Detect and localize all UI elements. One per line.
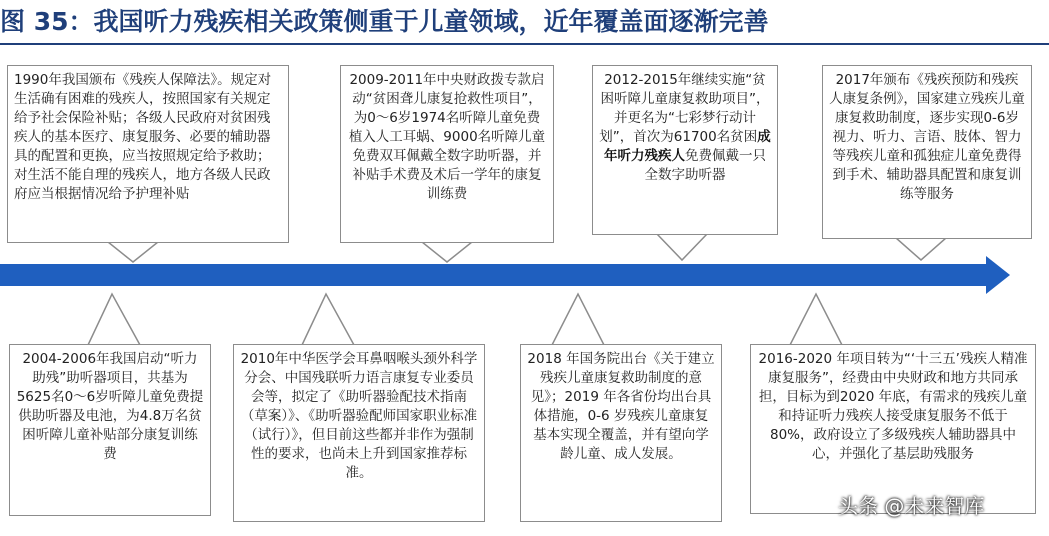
callout-pointer-top-2 [422, 242, 472, 262]
event-text: 2010年中华医学会耳鼻咽喉头颈外科学分会、中国残联听力语言康复专业委员会等，拟定了《助听器验配技术指南（草案）》、《助听器验配师国家职业标准（试行）》，但目前这些都并非作为强制性的要求，也尚未上升到国家推荐标准。 [240, 351, 478, 481]
event-text: 2012-2015年继续实施“贫困听障儿童康复救助项目”，并更名为“七彩梦行动计划”，首次为61700名贫困 [599, 72, 770, 145]
callout-pointer-bottom-1 [88, 294, 140, 345]
event-text: 免费佩戴一只全数字助听器 [644, 148, 766, 183]
event-box-2009 [340, 65, 554, 243]
event-text: 2018 年国务院出台《关于建立残疾儿童康复救助制度的意见》；2019 年各省份均出台具体措施，0-6 岁残疾儿童康复基本实现全覆盖，并有望向学龄儿童、成人发展。 [527, 351, 715, 462]
event-text: 2017年颁布《残疾预防和残疾人康复条例》，国家建立残疾儿童康复救助制度，逐步实现0-6岁视力、听力、言语、肢体、智力等残疾儿童和孤独症儿童免费得到手术、辅助器具配置和康复训练等服务 [829, 72, 1025, 202]
event-box-2018 [520, 344, 722, 522]
event-box-2004 [9, 344, 211, 516]
callout-pointer-bottom-4 [790, 294, 842, 345]
callout-pointer-top-1 [108, 242, 158, 262]
event-text: 2016-2020 年项目转为“‘十三五’残疾人精准康复服务”，经费由中央财政和地方共同承担，目标为到2020 年底，有需求的残疾儿童和持证听力残疾人接受康复服务不低于80%，政府设立了多级残疾人辅助器具中心，并强化了基层助残服务 [758, 351, 1028, 462]
timeline-bar [0, 264, 988, 286]
timeline-arrowhead [986, 256, 1010, 294]
event-text: 2004-2006年我国启动“听力助残”助听器项目，共基为5625名0～6岁听障儿童免费提供助听器及电池，为4.8万名贫困听障儿童补贴部分康复训练费 [16, 351, 204, 462]
event-box-2010 [233, 344, 485, 522]
event-box-2012 [592, 65, 778, 235]
event-text-highlight: 成年听力残疾人 [604, 129, 771, 164]
figure-title: 图 35：我国听力残疾相关政策侧重于儿童领域，近年覆盖面逐渐完善 [0, 7, 769, 36]
event-box-1990 [7, 65, 289, 243]
callout-pointer-top-3 [657, 234, 707, 260]
event-text: 2009-2011年中央财政拨专款启动“贫困聋儿康复抢救性项目”，为0～6岁1974名听障儿童免费植入人工耳蜗、9000名听障儿童免费双耳佩戴全数字助听器，并补贴手术费及术后一学年的康复训练费 [348, 72, 546, 202]
event-box-2016 [750, 344, 1036, 514]
event-text: 1990年我国颁布《残疾人保障法》。规定对生活确有困难的残疾人，按照国家有关规定给予社会保险补贴；各级人民政府对贫困残疾人的基本医疗、康复服务、必要的辅助器具的配置和更换，应当按照规定给予救助；对生活不能自理的残疾人，地方各级人民政府应当根据情况给予护理补贴 [14, 72, 272, 202]
callout-pointer-bottom-2 [302, 294, 354, 345]
watermark: 头条 @未来智库 [838, 494, 985, 518]
event-box-2017 [822, 65, 1032, 239]
callout-pointer-top-4 [896, 238, 946, 260]
callout-pointer-bottom-3 [552, 294, 604, 345]
